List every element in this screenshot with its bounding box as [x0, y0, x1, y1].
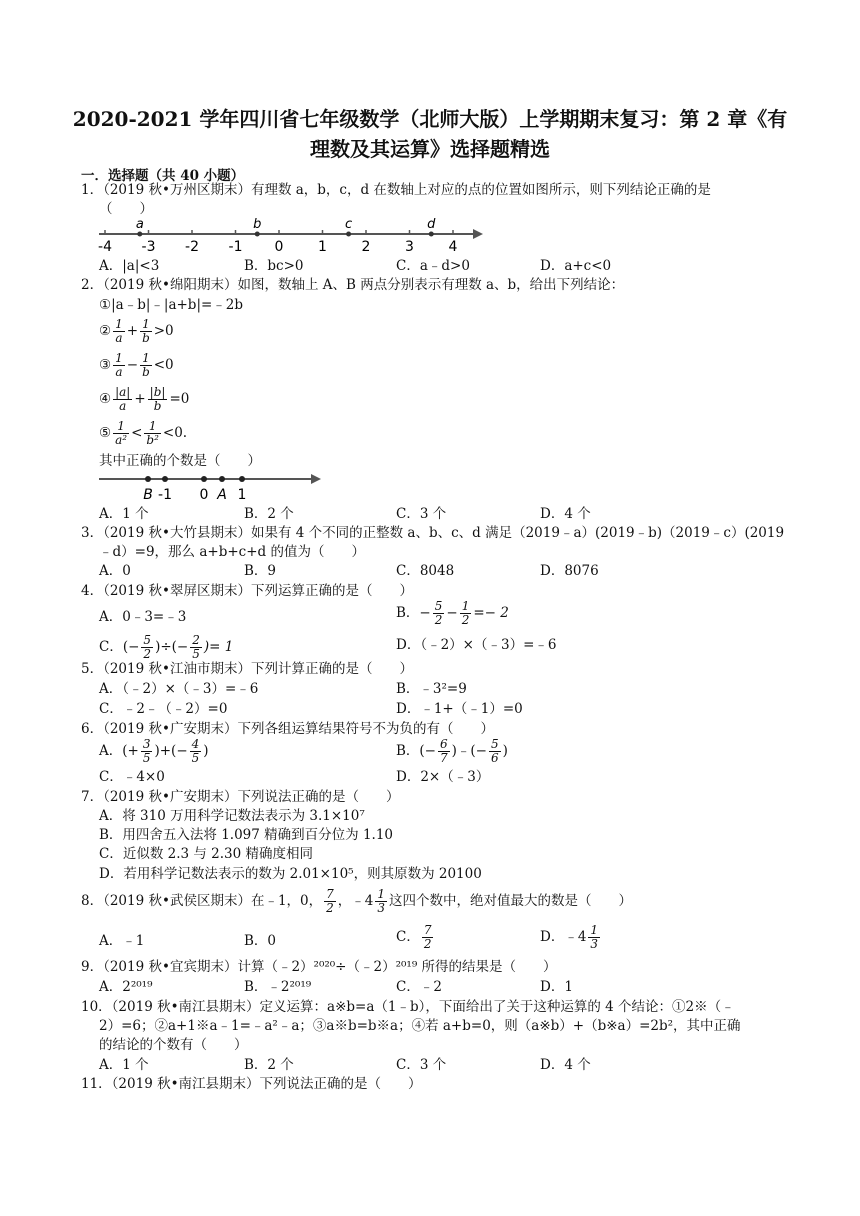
q9-option-c[interactable]: C．﹣2 — [396, 979, 442, 995]
q1-tick-label: 2 — [361, 239, 371, 254]
q1-tick-label: 0 — [274, 239, 284, 254]
q2-number-line — [95, 468, 325, 504]
q1-point-d — [429, 232, 434, 237]
q2-stem: 2．（2019 秋•绵阳期末）如图，数轴上 A、B 两点分别表示有理数 a、b，给出下列结论： — [81, 277, 625, 293]
q1-point-label: d — [427, 217, 436, 232]
q8-option-c[interactable]: C． $\frac{7}{2}$ — [396, 923, 432, 951]
q1-option-d[interactable]: D．a+c<0 — [540, 258, 612, 274]
q2-point-label: -1 — [158, 487, 172, 503]
q4-option-d[interactable]: D．（﹣2）×（﹣3）=﹣6 — [396, 637, 557, 653]
q7-option-a[interactable]: A．将 310 万用科学记数法表示为 3.1×10⁷ — [99, 808, 365, 824]
q5-stem: 5．（2019 秋•江油市期末）下列计算正确的是（ ） — [81, 661, 413, 677]
q2-point — [239, 476, 245, 482]
section-heading: 一．选择题（共 40 小题） — [81, 168, 245, 184]
q2-point-label: B — [143, 487, 153, 503]
q3-option-b[interactable]: B．9 — [244, 563, 277, 579]
q10-stem: 10．（2019 秋•南江县期末）定义运算：a※b=a（1﹣b），下面给出了关于这种运算的 4 个结论：①2※（﹣ — [81, 999, 735, 1015]
q6-option-b[interactable]: B．(− $\frac{6}{7}$ )﹣(− $\frac{5}{6}$ ) — [396, 737, 508, 765]
q2-point — [162, 476, 168, 482]
q8-option-b[interactable]: B．0 — [244, 933, 277, 949]
q2-stmt-1: ①|a﹣b|﹣|a+b|=﹣2b — [99, 297, 244, 313]
q2-point-label: 0 — [199, 487, 209, 503]
q1-option-a[interactable]: A．|a|<3 — [99, 258, 160, 274]
q6-option-a[interactable]: A．(+ $\frac{3}{5}$ )+(− $\frac{4}{5}$ ) — [99, 737, 209, 765]
q2-stmt-5: ⑤ $\frac{1}{\text{a²}}$ < $\frac{1}{\text{b²}}$ <0. — [99, 419, 188, 447]
q3-option-d[interactable]: D．8076 — [540, 563, 599, 579]
q2-point — [201, 476, 207, 482]
q9-stem: 9．（2019 秋•宜宾期末）计算（﹣2）²⁰²⁰÷（﹣2）²⁰¹⁹ 所得的结果是（ ） — [81, 959, 557, 975]
q5-option-d[interactable]: D．﹣1+（﹣1）=0 — [396, 701, 523, 717]
q1-point-label: c — [345, 217, 353, 232]
q4-option-b[interactable]: B．− $\frac{5}{2}$ − $\frac{1}{2}$ =− 2 — [396, 599, 509, 627]
q7-option-d[interactable]: D．若用科学记数法表示的数为 2.01×10⁵，则其原数为 20100 — [99, 866, 482, 882]
q8-stem: 8．（2019 秋•武侯区期末）在﹣1，0， $\frac{7}{2}$ ，﹣4 $\frac{1}{3}$ 这四个数中，绝对值最大的数是（ ） — [81, 887, 633, 915]
q10-option-c[interactable]: C．3 个 — [396, 1057, 447, 1073]
q7-option-c[interactable]: C．近似数 2.3 与 2.30 精确度相同 — [99, 846, 314, 862]
q5-option-a[interactable]: A．（﹣2）×（﹣3）=﹣6 — [99, 681, 259, 697]
q3-stem-cont: ﹣d）=9，那么 a+b+c+d 的值为（ ） — [99, 544, 365, 560]
q4-option-a[interactable]: A．0﹣3=﹣3 — [99, 609, 187, 625]
q2-point — [145, 476, 151, 482]
q6-stem: 6．（2019 秋•广安期末）下列各组运算结果符号不为负的有（ ） — [81, 721, 494, 737]
q1-point-b — [255, 232, 260, 237]
q1-tick-label: -1 — [228, 239, 243, 254]
q2-point — [219, 476, 225, 482]
q9-option-b[interactable]: B．﹣2²⁰¹⁹ — [244, 979, 312, 995]
q8-option-a[interactable]: A．﹣1 — [99, 933, 145, 949]
q11-stem: 11．（2019 秋•南江县期末）下列说法正确的是（ ） — [81, 1076, 422, 1092]
q5-option-c[interactable]: C．﹣2﹣（﹣2）=0 — [99, 701, 228, 717]
q1-tick-label: -3 — [141, 239, 156, 254]
q2-point-label: A — [217, 487, 227, 503]
q3-option-a[interactable]: A．0 — [99, 563, 131, 579]
q10-option-d[interactable]: D．4 个 — [540, 1057, 591, 1073]
q1-option-c[interactable]: C．a﹣d>0 — [396, 258, 470, 274]
q1-stem-cont: （ ） — [99, 201, 153, 217]
q6-option-c[interactable]: C．﹣4×0 — [99, 769, 165, 785]
q8-option-d[interactable]: D．﹣4 $\frac{1}{3}$ — [540, 923, 599, 951]
q10-stem-cont: 2）=6；②a+1※a﹣1=﹣a²﹣a；③a※b=b※a；④若 a+b=0，则（a※b）+（b※a）=2b²，其中正确 — [99, 1018, 741, 1034]
q3-stem: 3．（2019 秋•大竹县期末）如果有 4 个不同的正整数 a、b、c、d 满足（2019﹣a）(2019﹣b)（2019﹣c）(2019 — [81, 525, 785, 541]
title-line-1: 2020-2021 学年四川省七年级数学（北师大版）上学期期末复习：第 2 章《有 — [72, 107, 788, 131]
q10-stem-cont2: 的结论的个数有（ ） — [99, 1037, 248, 1053]
q7-option-b[interactable]: B．用四舍五入法将 1.097 精确到百分位为 1.10 — [99, 827, 394, 843]
q2-option-c[interactable]: C．3 个 — [396, 506, 447, 522]
q7-stem: 7．（2019 秋•广安期末）下列说法正确的是（ ） — [81, 789, 400, 805]
q1-option-b[interactable]: B．bc>0 — [244, 258, 304, 274]
q1-number-line — [95, 216, 485, 254]
q2-stmt-3: ③ $\frac{1}{a}$ − $\frac{1}{b}$ <0 — [99, 351, 174, 379]
q2-stmt-2: ② $\frac{1}{a}$ + $\frac{1}{b}$ >0 — [99, 317, 174, 345]
q2-option-b[interactable]: B．2 个 — [244, 506, 294, 522]
q3-option-c[interactable]: C．8048 — [396, 563, 455, 579]
q1-point-a — [137, 232, 142, 237]
q4-option-c[interactable]: C．(− $\frac{5}{2}$ )÷(− $\frac{2}{5}$ )= 1 — [99, 633, 234, 661]
q1-tick-label: 3 — [405, 239, 414, 254]
q10-option-a[interactable]: A．1 个 — [99, 1057, 149, 1073]
q1-tick-label: 4 — [448, 239, 458, 254]
q2-option-a[interactable]: A．1 个 — [99, 506, 149, 522]
q4-stem: 4．（2019 秋•翠屏区期末）下列运算正确的是（ ） — [81, 583, 413, 599]
q1-tick-label: 1 — [318, 239, 327, 254]
q10-option-b[interactable]: B．2 个 — [244, 1057, 294, 1073]
q9-option-a[interactable]: A．2²⁰¹⁹ — [99, 979, 153, 995]
q9-option-d[interactable]: D．1 — [540, 979, 573, 995]
q1-tick-label: -2 — [185, 239, 199, 254]
q1-point-label: b — [253, 217, 262, 232]
q2-option-d[interactable]: D．4 个 — [540, 506, 591, 522]
q2-stmt-4: ④ $\frac{|a|}{a}$ + $\frac{|b|}{b}$ =0 — [99, 385, 190, 413]
q5-option-b[interactable]: B．﹣3²=9 — [396, 681, 467, 697]
q1-stem: 1．（2019 秋•万州区期末）有理数 a，b，c，d 在数轴上对应的点的位置如图所示，则下列结论正确的是 — [81, 182, 711, 198]
q1-point-c — [346, 232, 351, 237]
document-title — [60, 104, 800, 164]
title-line-2: 理数及其运算》选择题精选 — [310, 137, 550, 161]
q2-point-label: 1 — [237, 487, 247, 503]
q2-question: 其中正确的个数是（ ） — [99, 453, 261, 469]
q1-point-label: a — [135, 217, 144, 232]
q6-option-d[interactable]: D．2×（﹣3） — [396, 769, 490, 785]
q1-tick-label: -4 — [98, 239, 112, 254]
